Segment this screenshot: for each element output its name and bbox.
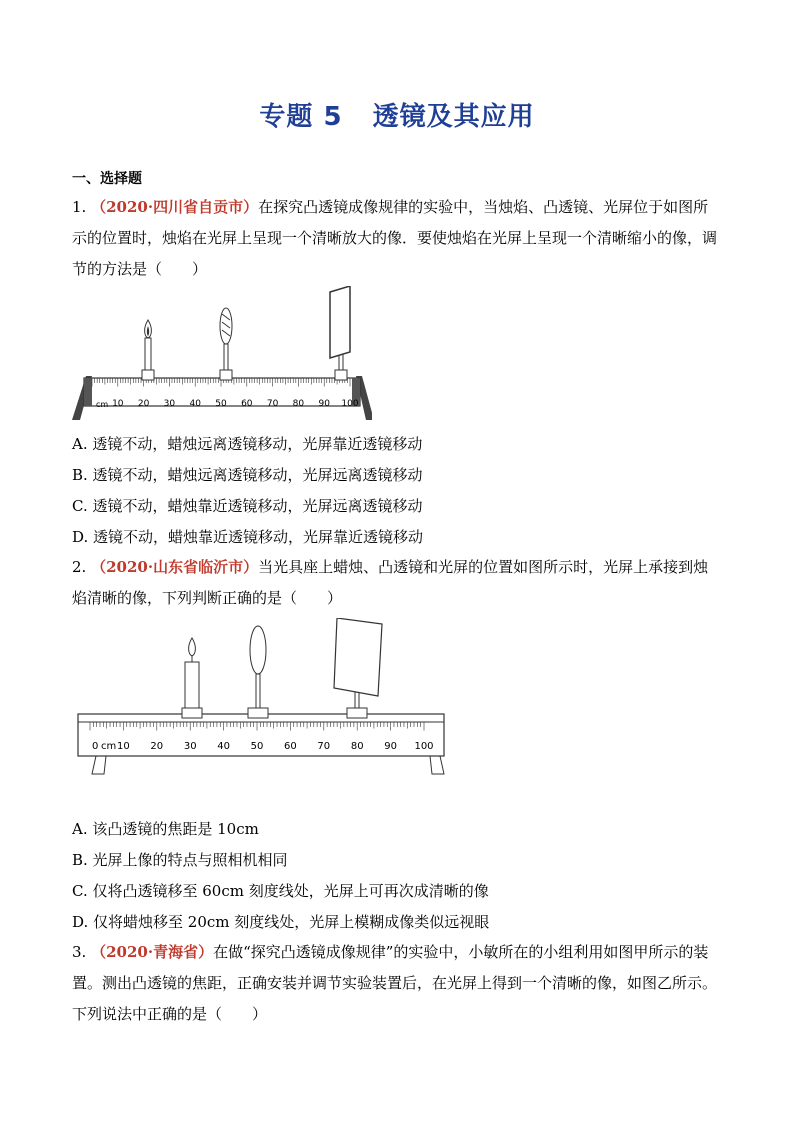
figure-optical-bench-1 <box>72 286 372 428</box>
scale-label: 90 <box>384 741 397 752</box>
scale-label-zero: 0 <box>92 741 99 752</box>
option-c: C. 透镜不动，蜡烛靠近透镜移动，光屏远离透镜移动 <box>72 497 423 515</box>
option-d: D. 透镜不动，蜡烛靠近透镜移动，光屏靠近透镜移动 <box>72 528 424 546</box>
question-number: 1. <box>72 198 87 216</box>
question-number: 2. <box>72 558 87 576</box>
option-d: D. 仅将蜡烛移至 20cm 刻度线处，光屏上模糊成像类似远视眼 <box>72 913 490 931</box>
scale-label: 90 <box>318 399 330 409</box>
section-heading: 一、选择题 <box>72 171 142 187</box>
candle <box>182 638 202 718</box>
convex-lens <box>248 626 268 718</box>
scale-label: 30 <box>183 741 197 752</box>
scale-label: 20 <box>150 741 164 752</box>
question-source: （2020·青海省） <box>91 943 214 961</box>
scale-label: 100 <box>414 741 434 752</box>
scale-label: 50 <box>215 399 227 409</box>
option-c: C. 仅将凸透镜移至 60cm 刻度线处，光屏上可再次成清晰的像 <box>72 882 489 900</box>
scale-label: 80 <box>350 741 364 752</box>
option-b: B. 光屏上像的特点与照相机相同 <box>72 851 288 869</box>
question-2 <box>72 552 722 614</box>
scale-label: 40 <box>189 399 201 409</box>
figure-optical-bench-2 <box>72 618 452 778</box>
scale-label: 50 <box>250 741 264 752</box>
scale-label: 70 <box>266 399 279 409</box>
candle <box>142 320 154 380</box>
option-b: B. 透镜不动，蜡烛远离透镜移动，光屏远离透镜移动 <box>72 466 423 484</box>
scale-label: 40 <box>217 741 230 752</box>
question-3 <box>72 937 722 1030</box>
question-source: （2020·四川省自贡市） <box>91 198 259 216</box>
option-a: A. 该凸透镜的焦距是 10cm <box>72 820 259 838</box>
scale-label: 30 <box>163 399 176 409</box>
scale-label: 100 <box>341 399 359 409</box>
question-source: （2020·山东省临沂市） <box>91 558 259 576</box>
rail-end-left <box>84 378 92 406</box>
topic-number: 专题 5 <box>259 102 343 132</box>
scale-label: 60 <box>284 741 297 752</box>
question-stem: 在探究凸透镜成像规律的实验中，当烛焰、凸透镜、光屏位于如图所示的位置时，烛焰在光屏上呈现一个清晰放大的像．要使烛焰在光屏上呈现一个清晰缩小的像，调节的方法是（ ） <box>72 198 718 278</box>
right-leg <box>430 756 444 774</box>
convex-lens <box>220 308 232 380</box>
scale-label: 70 <box>317 741 331 752</box>
light-screen <box>330 286 350 380</box>
question-number: 3. <box>72 943 87 961</box>
question-stem: 在做“探究凸透镜成像规律”的实验中，小敏所在的小组利用如图甲所示的装置。测出凸透镜的焦距，正确安装并调节实验装置后，在光屏上得到一个清晰的像，如图乙所示。下列说法中正确的是（ ） <box>72 943 718 1023</box>
option-a: A. 透镜不动，蜡烛远离透镜移动，光屏靠近透镜移动 <box>72 435 423 453</box>
question-1 <box>72 192 722 285</box>
topic-title: 透镜及其应用 <box>372 102 535 132</box>
scale-label: 10 <box>117 741 130 752</box>
scale-label: 80 <box>292 399 305 409</box>
page-title <box>0 96 794 133</box>
scale-unit: cm <box>101 741 117 752</box>
scale-unit: cm <box>96 400 109 409</box>
question-stem: 当光具座上蜡烛、凸透镜和光屏的位置如图所示时，光屏上承接到烛焰清晰的像，下列判断正确的是（ ） <box>72 558 709 607</box>
scale-label: 10 <box>112 399 124 409</box>
scale-label: 20 <box>137 399 150 409</box>
left-leg <box>92 756 106 774</box>
scale-label: 60 <box>241 399 253 409</box>
light-screen <box>334 618 382 718</box>
